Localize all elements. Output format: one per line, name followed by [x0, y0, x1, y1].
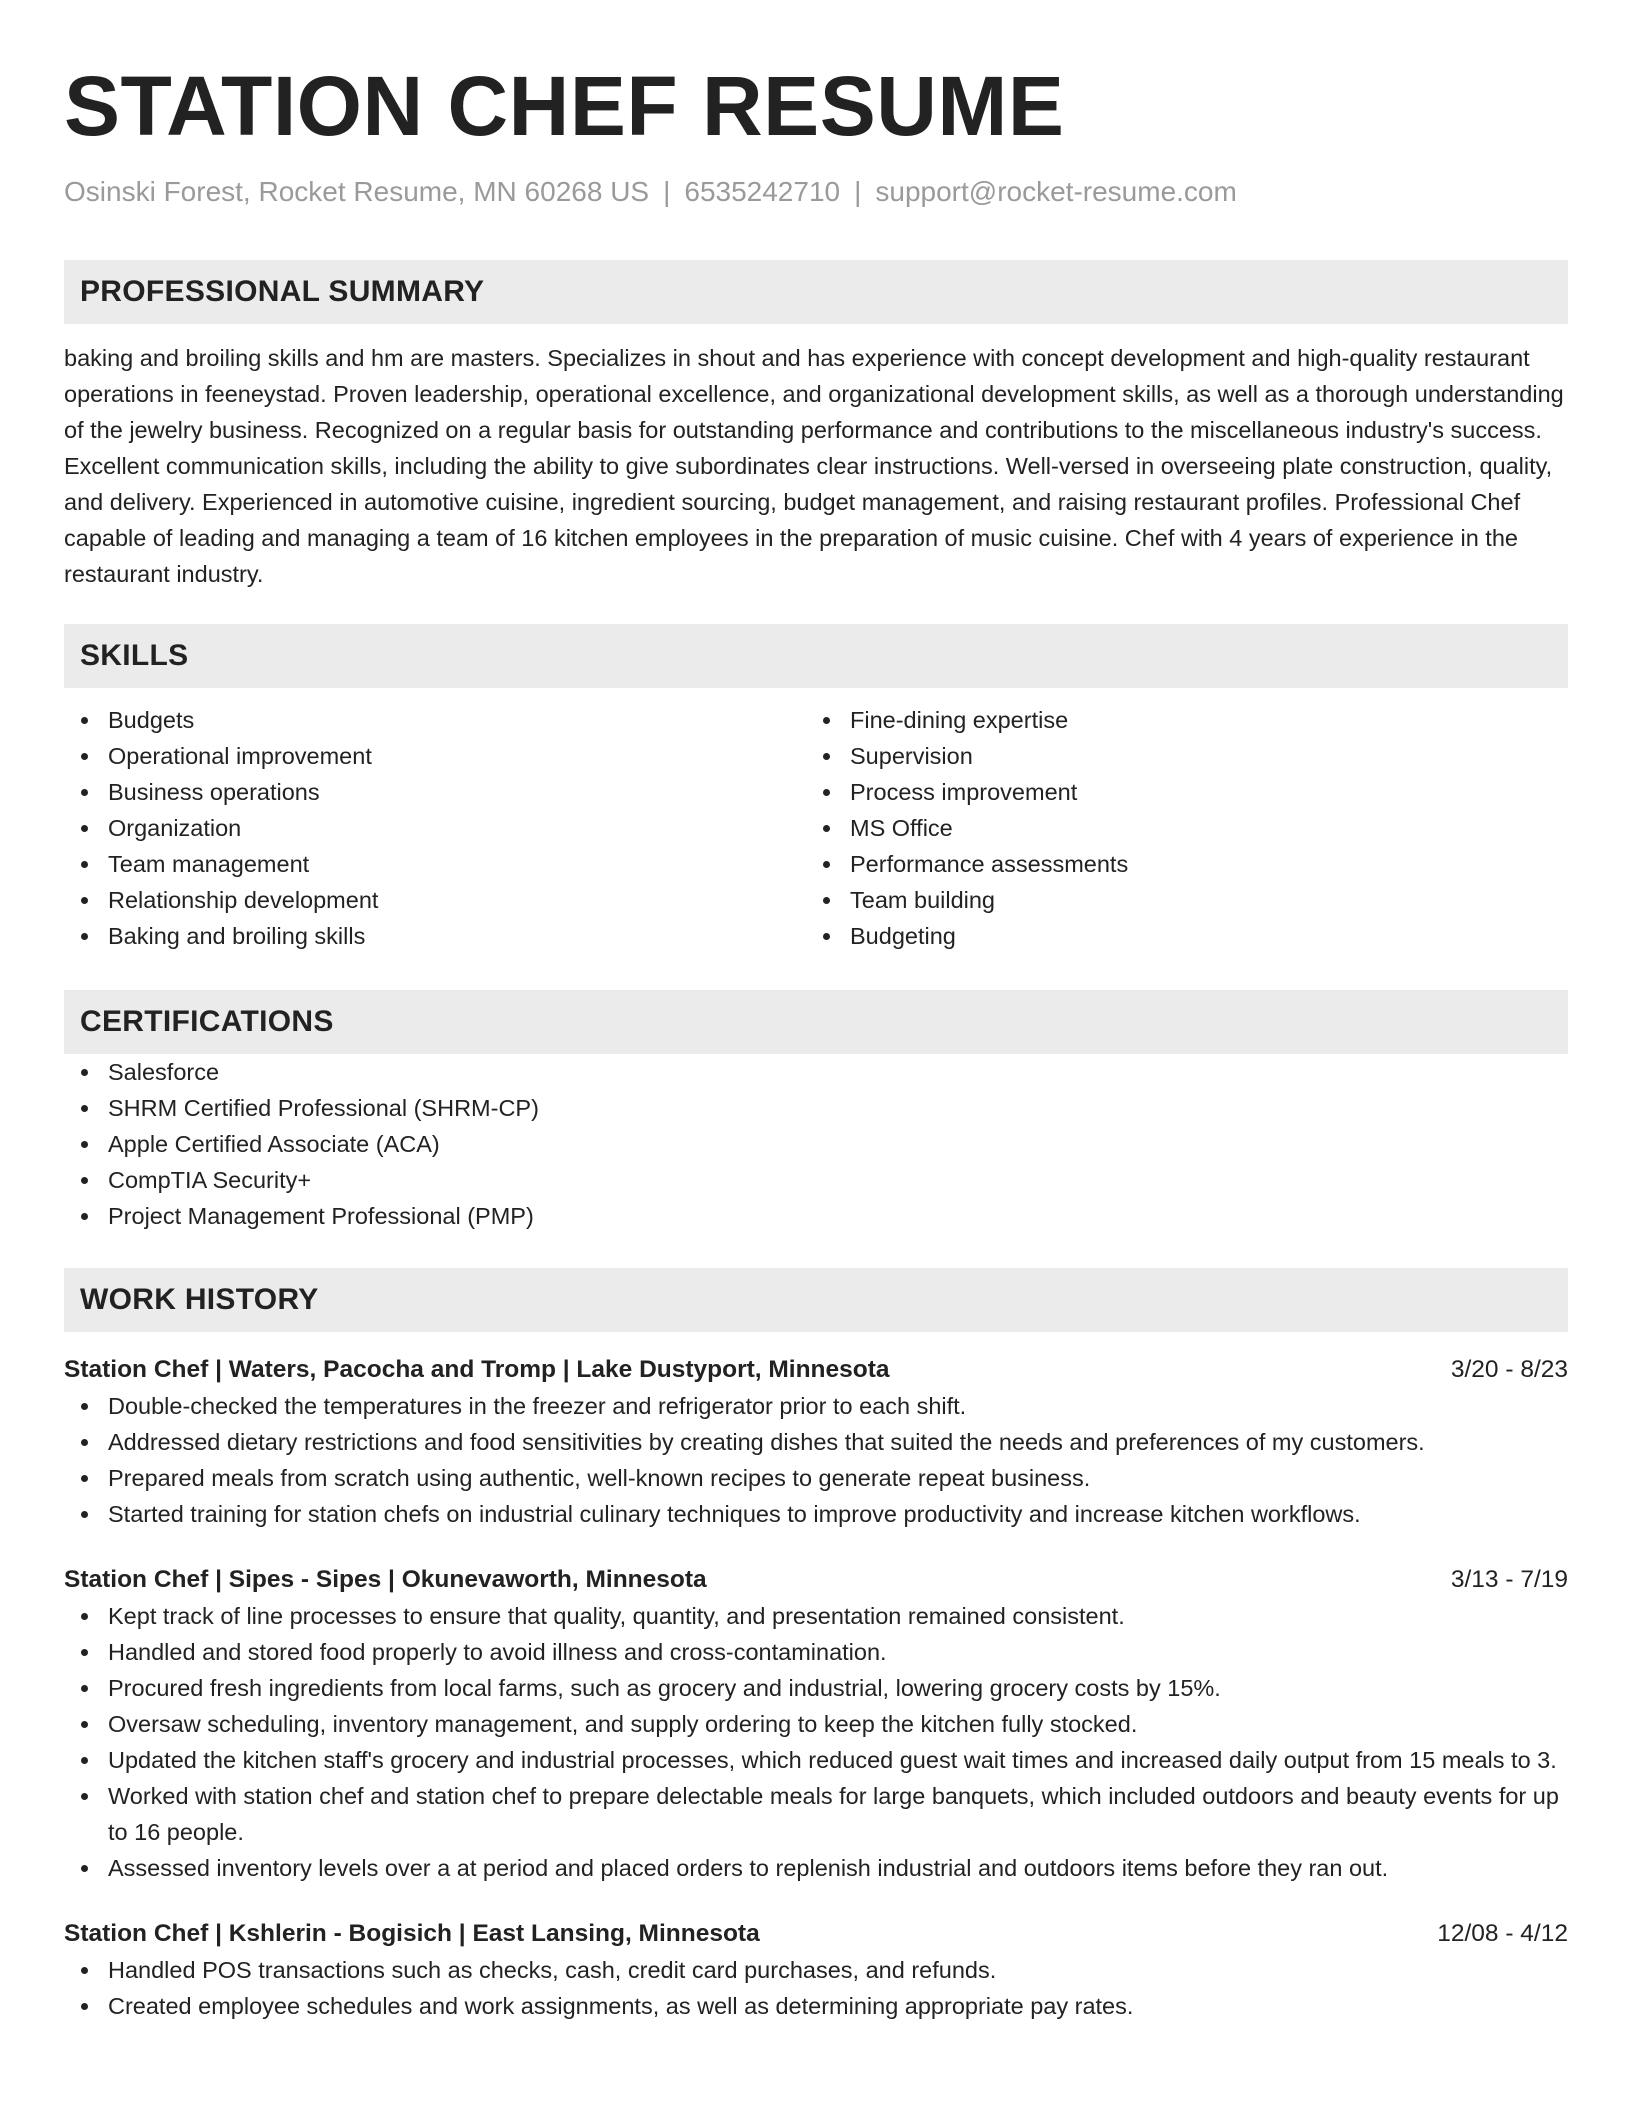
- skill-item: Business operations: [64, 774, 806, 810]
- skill-item: Supervision: [806, 738, 1548, 774]
- certification-item: CompTIA Security+: [64, 1162, 1568, 1198]
- skill-item: Team building: [806, 882, 1548, 918]
- job-header: [64, 1916, 1568, 1952]
- job-duty: Addressed dietary restrictions and food sensitivities by creating dishes that suited the needs and preferences of my customers.: [64, 1424, 1568, 1460]
- skill-item: Operational improvement: [64, 738, 806, 774]
- job-entry: [64, 1352, 1568, 1532]
- job-dates: 3/20 - 8/23: [1450, 1356, 1568, 1383]
- job-title: Station Chef | Waters, Pacocha and Tromp | Lake Dustyport, Minnesota: [64, 1356, 890, 1383]
- certification-item: Apple Certified Associate (ACA): [64, 1126, 1568, 1162]
- certifications-list: [64, 1054, 1568, 1234]
- job-duty: Double-checked the temperatures in the freezer and refrigerator prior to each shift.: [64, 1388, 1568, 1424]
- summary-heading: PROFESSIONAL SUMMARY: [64, 260, 1568, 324]
- skill-item: Fine-dining expertise: [806, 702, 1548, 738]
- certification-item: Salesforce: [64, 1054, 1568, 1090]
- job-duty: Started training for station chefs on industrial culinary techniques to improve productivity and increase kitchen workflows.: [64, 1496, 1568, 1532]
- certification-item: Project Management Professional (PMP): [64, 1198, 1568, 1234]
- skills-list-right: [806, 702, 1548, 954]
- job-duty: Prepared meals from scratch using authentic, well-known recipes to generate repeat business.: [64, 1460, 1568, 1496]
- skill-item: Performance assessments: [806, 846, 1548, 882]
- job-duty: Assessed inventory levels over a at period and placed orders to replenish industrial and outdoors items before they ran out.: [64, 1850, 1568, 1886]
- work-history-heading: WORK HISTORY: [64, 1268, 1568, 1332]
- job-duties-list: [64, 1598, 1568, 1886]
- job-duty: Updated the kitchen staff's grocery and industrial processes, which reduced guest wait times and increased daily output from 15 meals to 3.: [64, 1742, 1568, 1778]
- certification-item: SHRM Certified Professional (SHRM-CP): [64, 1090, 1568, 1126]
- skills-heading: SKILLS: [64, 624, 1568, 688]
- contact-separator: |: [663, 176, 671, 207]
- job-duty: Created employee schedules and work assignments, as well as determining appropriate pay rates.: [64, 1988, 1568, 2024]
- skills-grid: [64, 702, 1568, 954]
- contact-line: [64, 174, 1568, 210]
- job-header: [64, 1562, 1568, 1598]
- certifications-heading: CERTIFICATIONS: [64, 990, 1568, 1054]
- contact-phone: 6535242710: [684, 176, 841, 207]
- job-duties-list: [64, 1388, 1568, 1532]
- contact-email: support@rocket-resume.com: [875, 176, 1237, 207]
- contact-address: Osinski Forest, Rocket Resume, MN 60268 US: [64, 176, 650, 207]
- skills-list-left: [64, 702, 806, 954]
- job-entry: [64, 1562, 1568, 1886]
- skill-item: Team management: [64, 846, 806, 882]
- skills-column-right: [806, 702, 1548, 954]
- job-dates: 12/08 - 4/12: [1437, 1920, 1568, 1947]
- job-duty: Handled and stored food properly to avoid illness and cross-contamination.: [64, 1634, 1568, 1670]
- skill-item: Relationship development: [64, 882, 806, 918]
- skill-item: MS Office: [806, 810, 1548, 846]
- job-duties-list: [64, 1952, 1568, 2024]
- skill-item: Process improvement: [806, 774, 1548, 810]
- job-duty: Handled POS transactions such as checks, cash, credit card purchases, and refunds.: [64, 1952, 1568, 1988]
- job-entry: [64, 1916, 1568, 2024]
- job-dates: 3/13 - 7/19: [1450, 1566, 1568, 1593]
- skill-item: Baking and broiling skills: [64, 918, 806, 954]
- job-title: Station Chef | Sipes - Sipes | Okunevaworth, Minnesota: [64, 1566, 707, 1593]
- contact-separator: |: [854, 176, 862, 207]
- skill-item: Organization: [64, 810, 806, 846]
- summary-text: baking and broiling skills and hm are masters. Specializes in shout and has experience with concept development and high-quality restaurant operations in feeneystad. Proven leadership, operational excellence, and organizational development skills, as well as a thorough understanding of the jewelry business. Recognized on a regular basis for outstanding performance and contributions to the miscellaneous industry's success. Excellent communication skills, including the ability to give subordinates clear instructions. Well-versed in overseeing plate construction, quality, and delivery. Experienced in automotive cuisine, ingredient sourcing, budget management, and raising restaurant profiles. Professional Chef capable of leading and managing a team of 16 kitchen employees in the preparation of music cuisine. Chef with 4 years of experience in the restaurant industry.: [64, 345, 1564, 587]
- job-header: [64, 1352, 1568, 1388]
- job-duty: Kept track of line processes to ensure that quality, quantity, and presentation remained consistent.: [64, 1598, 1568, 1634]
- job-duty: Worked with station chef and station chef to prepare delectable meals for large banquets, which included outdoors and beauty events for up to 16 people.: [64, 1778, 1568, 1850]
- job-duty: Oversaw scheduling, inventory management, and supply ordering to keep the kitchen fully stocked.: [64, 1706, 1568, 1742]
- skill-item: Budgets: [64, 702, 806, 738]
- resume-title: STATION CHEF RESUME: [64, 59, 1065, 153]
- skills-column-left: [64, 702, 806, 954]
- job-title: Station Chef | Kshlerin - Bogisich | East Lansing, Minnesota: [64, 1920, 760, 1947]
- skill-item: Budgeting: [806, 918, 1548, 954]
- job-duty: Procured fresh ingredients from local farms, such as grocery and industrial, lowering grocery costs by 15%.: [64, 1670, 1568, 1706]
